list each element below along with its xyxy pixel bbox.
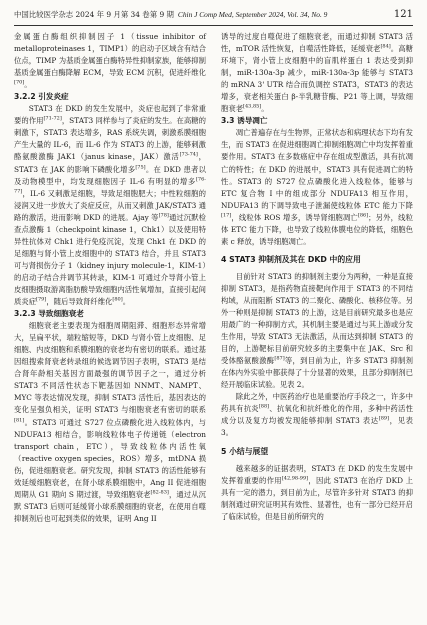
citation: [75] xyxy=(135,164,146,171)
paragraph-timp1: 金属蛋白酶组织抑制因子 1（tissue inhibitor of metalloproteinases 1，TIMP1）的启动子区域含有结合位点，TIMP 为基质金属蛋白酶特异性抑制家族，能够抑制基质金属蛋白酶降解 ECM，导致 ECM 沉积，促进纤维化[70]。 xyxy=(14,32,206,90)
citation: [78] xyxy=(158,212,169,219)
citation: [82-83] xyxy=(150,489,169,496)
paragraph-apoptosis: 凋亡普遍存在与生物界，正常状态和病理状态下均有发生，而 STAT3 在促进细胞凋亡抑制细胞凋亡中均发挥着重要作用。STAT3 在多数癌症中存在组成型激活，具有抗凋亡的特性；在 DKD 的进展中，STAT3 具有促进凋亡的特性。STAT3 的 S727 位点磷酸化进入线粒体，能够与 ETC 复合物 I 中的组成部分 NDUFA13 相互作用，NDUFA13 的下调导致电子泄漏使线粒体 ETC 能力下降[17]，线粒体 ROS 增多，诱导肾细胞凋亡[86]；另外，线粒体 ETC 能力下降，也导致了线粒体膜电位的降低，细胞色素 c 释放，诱导细胞凋亡。 xyxy=(221,128,413,246)
citation: [79] xyxy=(36,296,47,303)
citation: [43,85] xyxy=(243,103,262,110)
citation: [88] xyxy=(258,403,270,410)
citation: [86] xyxy=(357,212,369,219)
paragraph-autophagy: 诱导的过度自噬促进了细胞衰老，而通过抑制 STAT3 活性，mTOR 活性恢复，自噬活性降低，延缓衰老[84]。高糖环境下，肾小管上皮细胞中的盲肌样蛋白 1 表达受到抑制，miR-130a-3p 减少，miR-130a-3p 能够与 STAT3 的 mRNA 3' UTR 结合而负调控 STAT3，STAT3 的表达增多，衰老相关蛋白 β-半乳糖苷酶、P21 等上调，导致细胞衰老[43,85]。 xyxy=(221,32,413,114)
heading-5: 5 小结与展望 xyxy=(221,446,269,456)
citation: [70] xyxy=(14,79,25,86)
citation: [76-77] xyxy=(14,176,206,195)
citation: [71-72] xyxy=(43,115,62,122)
journal-name-cn: 中国比较医学杂志 2024 年 9 月第 34 卷第 9 期 xyxy=(14,10,174,19)
citation: [80] xyxy=(112,296,123,303)
heading-3-2-3: 3.2.3 导致细胞衰老 xyxy=(14,309,84,319)
citation: [87] xyxy=(274,355,285,362)
running-header xyxy=(14,9,413,26)
paragraph-inflammation: STAT3 在 DKD 的发生发展中，炎症也起到了非常重要的作用[71-72]，STAT3 同样参与了炎症的发生。在高糖的刺激下，STAT3 表达增多，RAS 系统失调，刺激系膜细胞产生大量的 IL-6，而 IL-6 作为 STAT3 的上游，能够刺激酪氨酸激酶 JAK1（janus kinase，JAK）激活[73-74]，STAT3 在 JAK 的影响下磷酸化增多[75]。在 DKD 患者以及动物模型中，均发现细胞因子 IL-6 有明显的增多[76-77]，IL-6 又刺激足细胞，导致足细胞肥大；中性粒细胞的浸润又进一步放大了炎症反应，从而又刺激 JAK/STAT3 通路的激活，进而影响 DKD 的进展。Ajay 等[78]通过沉默检查点激酶 1（checkpoint kinase 1，Chk1）以及使用特异性抗体对 Chk1 进行免疫沉淀，发现 Chk1 在 DKD 的足细胞与肾小管上皮细胞中的 STAT3 结合，并且 STAT3 可与肾损伤分子 1（kidney injury molecule-1，KIM-1）的启动子结合并调节其转录，KIM-1 可通过介导肾小管上皮细胞摄取游离脂肪酸导致细胞内活性氧增加，直接引起间质炎症[79]，随后导致肾纤维化[80]。 xyxy=(14,104,206,307)
citation: [17] xyxy=(221,212,232,219)
page-number: 121 xyxy=(393,9,413,20)
citation: [81] xyxy=(14,417,25,424)
citation: [89] xyxy=(378,415,390,422)
heading-3-3: 3.3 诱导凋亡 xyxy=(221,116,268,126)
citation: [84] xyxy=(380,43,391,50)
paragraph-summary: 越来越多的证据表明，STAT3 在 DKD 的发生发展中发挥着重要的作用[42,98-99]，因此 STAT3 在治疗 DKD 上具有一定的潜力，到目前为止，尽管许多针对 STAT3 的抑制剂通过研究证明其有效性、显著性，也有一部分已经开启了临床试验，但是目前所研究的 xyxy=(221,463,413,521)
paragraph-inhibitors: 目前针对 STAT3 的抑制剂主要分为两种，一种是直接抑制 STAT3，是指药物直接靶向作用于 STAT3 的不同结构域，从而阻断 STAT3 的二聚化、磷酸化、核移位等。另外一种则是抑制 STAT3 的上游，这是目前研究最多也是应用最广的一种抑制方式，其机制主要是通过与其上游或分发生作用，导致 STAT3 无法激活，从而达到抑制 STAT3 的目的，上游靶标目前研究较多的主要集中在 JAK、Src 和受体酪氨酸激酶[87]等，到目前为止，许多 STAT3 抑制剂在体内外实验中都获得了十分显著的效果，且部分抑制剂已经开展临床试验。见表 2。 xyxy=(221,271,413,390)
heading-3-2-2: 3.2.2 引发炎症 xyxy=(14,92,69,102)
paragraph-senescence: 细胞衰老主要表现为细胞周期阻滞、细胞形态异常增大，呈扁平状，端粒缩短等，DKD 与肾小管上皮细胞、足细胞、内皮细胞和系膜细胞的衰老均有密切的联系。通过基因组搜索肾衰老转录组的候选调节因子表明，STAT3 是结合肾年龄相关基因方面最强的调节因子之一，通过分析 STAT3 不同活性状态下靶基因如 NNMT、NAMPT、MYC 等表达情况发现，抑制 STAT3 活性后，基因表达的变化呈强负相关，证明 STAT3 与细胞衰老有密切的联系[81]。STAT3 可通过 S727 位点磷酸化进入线粒体内，与 NDUFA13 相结合，影响线粒体电子传递链（electron transport chain，ETC），导致线粒体内活性氧（reactive oxygen species，ROS）增多，mtDNA 损伤，促进细胞衰老。研究发现，抑制 STAT3 的活性能够有效延缓细胞衰老，在肾小球系膜细胞中，Ang II 促进细胞周期从 G1 期向 S 期过渡，导致细胞衰老[82-83]，通过从沉默 STAT3 后则可延缓肾小球系膜细胞的衰老，在使用自噬抑制剂后也可起到类似的效果，证明 Ang II xyxy=(14,321,206,523)
citation: [42,98-99] xyxy=(281,475,309,482)
heading-4: 4 STAT3 抑制剂及其在 DKD 中的应用 xyxy=(221,254,361,264)
journal-name-en: Chin J Comp Med, September 2024, Vol. 34, No. 9 xyxy=(177,10,328,19)
paragraph-tcm: 除此之外，中医药治疗也是重要治疗手段之一，许多中药具有抗炎[88]、抗氧化和抗纤维化的作用，多种中药活性成分以及复方均被发现能够抑制 STAT3 表达[89]，见表 3。 xyxy=(221,392,413,438)
citation: [73-74] xyxy=(179,152,198,159)
right-column xyxy=(221,31,413,523)
left-column xyxy=(14,31,206,525)
